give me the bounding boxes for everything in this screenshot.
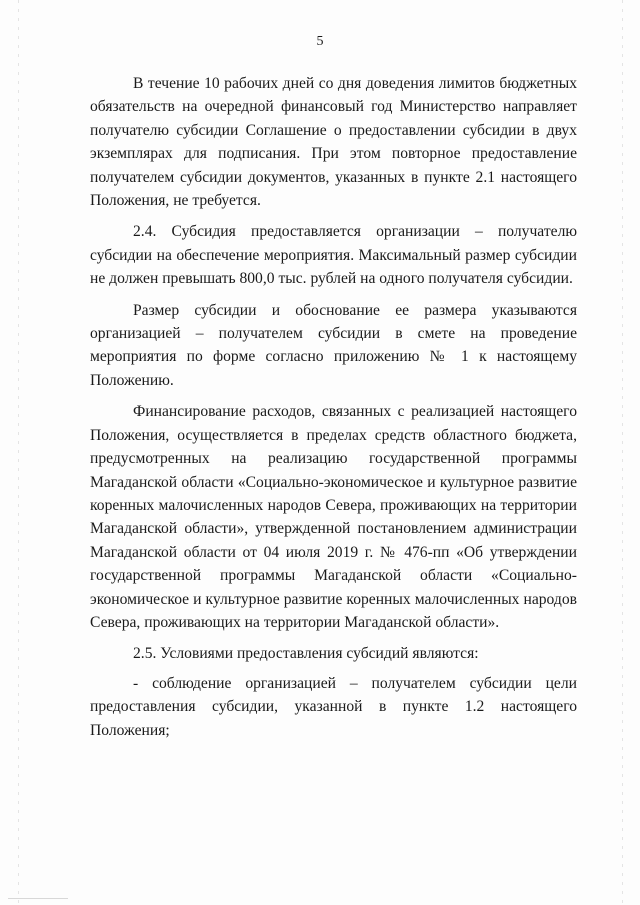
paragraph-condition-1: - соблюдение организацией – получателем субсидии цели предоставления субсидии, указанной в пункте 1.2 настоящего Положения; xyxy=(90,674,577,739)
scan-artifact-right xyxy=(622,0,623,905)
scan-artifact-left xyxy=(18,0,19,905)
scan-artifact-footer xyxy=(8,898,68,899)
paragraph-2-5: 2.5. Условиями предоставления субсидий являются: xyxy=(133,645,479,663)
document-body xyxy=(90,72,577,742)
paragraph-2-4: 2.4. Субсидия предоставляется организации – получателю субсидии на обеспечение мероприятия. Максимальный размер субсидии не должен превышать 800,0 тыс. рублей на одного получателя субсидии. xyxy=(90,223,577,288)
page-number: 5 xyxy=(316,34,324,49)
paragraph-financing: Финансирование расходов, связанных с реализацией настоящего Положения, осуществляется в пределах средств областного бюджета, предусмотренных на реализацию государственной программы Магаданской области «Социально-экономическое и культурное развитие коренных малочисленных народов Севера, проживающих на территории Магаданской области», утвержденной постановлением администрации Магаданской области от 04 июля 2019 г. № 476-пп «Об утверждении государственной программы Магаданской области «Социально-экономическое и культурное развитие коренных малочисленных народов Севера, проживающих на территории Магаданской области». xyxy=(90,403,577,631)
paragraph-subsidy-size: Размер субсидии и обоснование ее размера указываются организацией – получателем субсидии в смете на проведение мероприятия по форме согласно приложению № 1 к настоящему Положению. xyxy=(90,301,577,389)
paragraph-lbo-notice: В течение 10 рабочих дней со дня доведения лимитов бюджетных обязательств на очередной финансовый год Министерство направляет получателю субсидии Соглашение о предоставлении субсидии в двух экземплярах для подписания. При этом повторное предоставление получателем субсидии документов, указанных в пункте 2.1 настоящего Положения, не требуется. xyxy=(90,75,577,210)
